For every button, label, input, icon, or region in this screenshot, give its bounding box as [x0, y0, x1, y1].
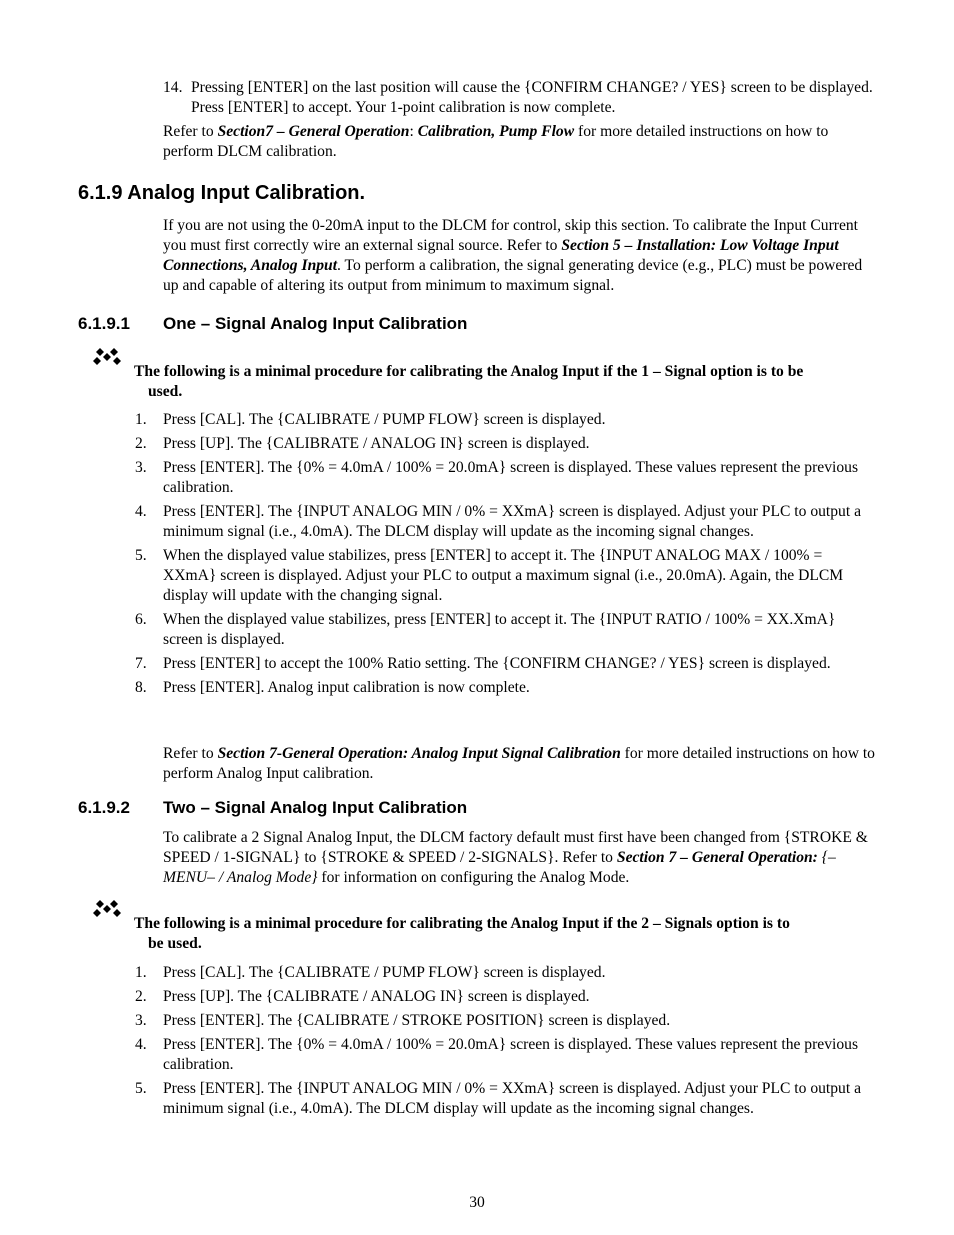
refer-tail: for more detailed instructions on how to perform DLCM calibration.	[163, 123, 829, 160]
subsection-title: Two – Signal Analog Input Calibration	[163, 798, 468, 817]
menu-reference: {–MENU– / Analog Mode}	[163, 849, 836, 886]
step-text: Pressing [ENTER] on the last position will cause the {CONFIRM CHANGE? / YES} screen to be displayed. Press [ENTER] to accept. Your 1-point calibration is now complete.	[191, 79, 873, 116]
subsection-number: 6.1.9.1	[78, 314, 130, 333]
procedure-step	[132, 987, 876, 1007]
note-text-continuation: be used.	[148, 935, 202, 952]
procedure-step	[132, 502, 876, 542]
refer-tail: for more detailed instructions on how to perform Analog Input calibration.	[163, 745, 875, 782]
subsection-number: 6.1.9.2	[78, 798, 130, 817]
subsection-heading-2	[78, 797, 467, 819]
step-number: 2.	[135, 988, 147, 1005]
note-text-continuation: used.	[148, 383, 183, 400]
note-block-2	[92, 914, 882, 954]
section-intro-paragraph	[163, 216, 875, 296]
subsection-heading-1	[78, 313, 467, 335]
paragraph-tail: for information on configuring the Analog Mode.	[317, 869, 630, 886]
procedure-list-2	[132, 963, 876, 1123]
step-number: 4.	[135, 503, 147, 520]
step-number: 5.	[135, 547, 147, 564]
procedure-step	[132, 458, 876, 498]
procedure-step	[132, 546, 876, 606]
sub2-intro-paragraph	[163, 828, 875, 888]
step-text: Press [ENTER]. The {0% = 4.0mA / 100% = 20.0mA} screen is displayed. These values represent the previous calibration.	[163, 1036, 859, 1073]
refer-separator: :	[409, 123, 418, 140]
procedure-step	[132, 434, 876, 454]
step-text: Press [ENTER] to accept the 100% Ratio setting. The {CONFIRM CHANGE? / YES} screen is displayed.	[163, 655, 831, 672]
procedure-step	[132, 1011, 876, 1031]
subsection-title: One – Signal Analog Input Calibration	[163, 314, 468, 333]
four-diamond-bullet-icon	[92, 900, 122, 924]
step-text: Press [ENTER]. Analog input calibration is now complete.	[163, 679, 530, 696]
step-number: 2.	[135, 435, 147, 452]
step-text: Press [CAL]. The {CALIBRATE / PUMP FLOW} screen is displayed.	[163, 964, 606, 981]
step-text: When the displayed value stabilizes, press [ENTER] to accept it. The {INPUT ANALOG MAX / 100% = XXmA} screen is displayed. Adjust your PLC to output a maximum signal (i.e., 20.0mA). Again, the DLCM display will update with the changing signal.	[163, 547, 844, 604]
step-number: 5.	[135, 1080, 147, 1097]
intro-refer-paragraph	[163, 122, 875, 162]
section-reference: Section 7 – General Operation:	[616, 849, 818, 866]
four-diamond-bullet-icon	[92, 348, 122, 372]
step-text: Press [ENTER]. The {CALIBRATE / STROKE POSITION} screen is displayed.	[163, 1012, 671, 1029]
step-number: 1.	[135, 411, 147, 428]
step-text: Press [ENTER]. The {0% = 4.0mA / 100% = 20.0mA} screen is displayed. These values represent the previous calibration.	[163, 459, 859, 496]
step-text: Press [ENTER]. The {INPUT ANALOG MIN / 0% = XXmA} screen is displayed. Adjust your PLC to output a minimum signal (i.e., 4.0mA). The DLCM display will update as the incoming signal changes.	[163, 1080, 861, 1117]
step-text: When the displayed value stabilizes, press [ENTER] to accept it. The {INPUT RATIO / 100% = XX.XmA} screen is displayed.	[163, 611, 836, 648]
procedure-step	[132, 610, 876, 650]
paragraph-text: To calibrate a 2 Signal Analog Input, the DLCM factory default must first have been changed from {STROKE & SPEED / 1-SIGNAL} to {STROKE & SPEED / 2-SIGNALS}. Refer to	[163, 829, 868, 866]
step-number: 1.	[135, 964, 147, 981]
step-text: Press [CAL]. The {CALIBRATE / PUMP FLOW} screen is displayed.	[163, 411, 606, 428]
section-reference: Section 5 – Installation: Low Voltage Input Connections, Analog Input	[163, 237, 839, 274]
sub1-refer-paragraph	[163, 744, 875, 784]
step-number: 4.	[135, 1036, 147, 1053]
section-heading: 6.1.9 Analog Input Calibration.	[78, 182, 366, 204]
step-text: Press [ENTER]. The {INPUT ANALOG MIN / 0% = XXmA} screen is displayed. Adjust your PLC to output a minimum signal (i.e., 4.0mA). The DLCM display will update as the incoming signal changes.	[163, 503, 861, 540]
paragraph-tail: . To perform a calibration, the signal generating device (e.g., PLC) must be powered up and capable of altering its output from minimum to maximum signal.	[163, 257, 863, 294]
step-number: 7.	[135, 655, 147, 672]
refer-text: Refer to	[163, 123, 218, 140]
procedure-list-1	[132, 410, 876, 702]
refer-section-link: Section 7-General Operation: Analog Input Signal Calibration	[217, 745, 621, 762]
refer-text: Refer to	[163, 745, 218, 762]
procedure-step	[132, 1079, 876, 1119]
step-text: Press [UP]. The {CALIBRATE / ANALOG IN} screen is displayed.	[163, 435, 590, 452]
note-text-line: The following is a minimal procedure for calibrating the Analog Input if the 2 – Signals option is to	[134, 915, 790, 932]
procedure-step	[132, 654, 876, 674]
refer-section-link: Section7 – General Operation	[217, 123, 410, 140]
procedure-step	[132, 963, 876, 983]
note-text-line: The following is a minimal procedure for calibrating the Analog Input if the 1 – Signal option is to be	[134, 363, 804, 380]
procedure-step	[132, 678, 876, 698]
step-number: 3.	[135, 1012, 147, 1029]
step-number: 3.	[135, 459, 147, 476]
paragraph-text: If you are not using the 0-20mA input to the DLCM for control, skip this section. To calibrate the Input Current you must first correctly wire an external signal source. Refer to	[163, 217, 859, 254]
procedure-step	[132, 410, 876, 430]
step-text: Press [UP]. The {CALIBRATE / ANALOG IN} screen is displayed.	[163, 988, 590, 1005]
step-number: 6.	[135, 611, 147, 628]
step-14	[163, 78, 883, 118]
page-number: 30	[469, 1194, 485, 1211]
refer-topic-link: Calibration, Pump Flow	[417, 123, 575, 140]
step-number: 14.	[163, 79, 183, 96]
note-block-1	[92, 362, 882, 402]
procedure-step	[132, 1035, 876, 1075]
step-number: 8.	[135, 679, 147, 696]
